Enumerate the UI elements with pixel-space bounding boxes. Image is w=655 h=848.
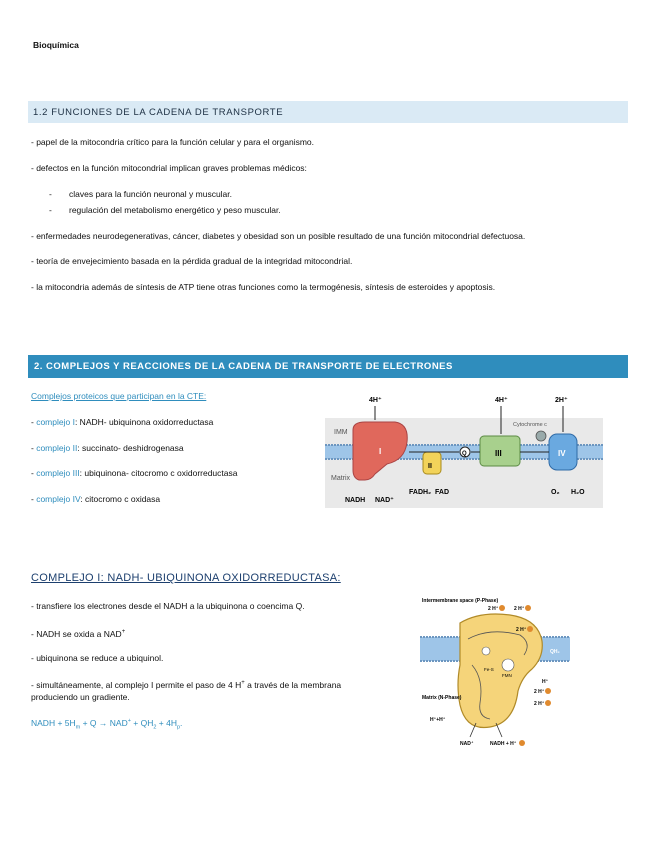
proton-side-1-label: 2 H⁺ xyxy=(516,627,527,633)
complex-name: complejo III xyxy=(36,468,80,478)
q-label: Q xyxy=(554,663,558,669)
complex-1-paragraph-3: - ubiquinona se reduce a ubiquinol. xyxy=(31,653,164,663)
fad-label: FAD xyxy=(435,489,449,496)
h2o-label: H₂O xyxy=(571,489,585,496)
nad-plus-label: NAD⁺ xyxy=(460,741,474,747)
complexes-subtitle: Complejos proteicos que participan en la CTE: xyxy=(31,391,207,401)
complex-item-4: - complejo IV: citocromo c oxidasa xyxy=(31,494,161,504)
matrix-label: Matrix (N-Phase) xyxy=(422,695,462,701)
complex-2-label: II xyxy=(428,463,432,470)
complex-name: complejo IV xyxy=(36,494,81,504)
complex-1-paragraph-2: - NADH se oxida a NAD+ xyxy=(31,628,126,639)
section-heading-2: 2. COMPLEJOS Y REACCIONES DE LA CADENA DE TRANSPORTE DE ELECTRONES xyxy=(34,361,453,372)
proton-icon xyxy=(519,740,525,746)
complex-item-1: - complejo I: NADH- ubiquinona oxidorreductasa xyxy=(31,417,214,427)
qh2-label: QH₂ xyxy=(550,649,560,655)
proton-icon xyxy=(545,700,551,706)
imm-label: IMM xyxy=(334,429,348,436)
nadh-h-label: NADH + H⁺ xyxy=(490,741,517,747)
cytochrome-c-shape xyxy=(536,431,546,441)
complex-2-shape xyxy=(423,452,441,474)
complex-desc: : succinato- deshidrogenasa xyxy=(77,443,184,453)
proton-label-4: 2H⁺ xyxy=(555,397,568,404)
proton-label-3: 4H⁺ xyxy=(495,397,508,404)
document-header: Bioquímica xyxy=(33,40,79,50)
proton-right-label: H⁺ xyxy=(542,679,549,685)
complex-1-paragraph-1: - transfiere los electrones desde el NADH a la ubiquinona o coencima Q. xyxy=(31,601,305,611)
complex-name: complejo I xyxy=(36,417,75,427)
proton-top-2-label: 2 H⁺ xyxy=(514,606,525,612)
complex-1-heading: COMPLEJO I: NADH- UBIQUINONA OXIDORREDUCTASA: xyxy=(31,572,341,584)
paragraph-1: - papel de la mitocondria crítico para la función celular y para el organismo. xyxy=(31,137,315,147)
complex-3-label: III xyxy=(495,449,502,458)
proton-right-2-label: 2 H⁺ xyxy=(534,689,545,695)
proton-icon xyxy=(545,688,551,694)
nadh-label: NADH xyxy=(345,497,366,504)
etc-diagram xyxy=(325,390,603,508)
complex-1-paragraph-4-line-2: produciendo un gradiente. xyxy=(31,692,130,702)
proton-icon xyxy=(527,626,533,632)
o2-label: O₂ xyxy=(551,489,560,496)
proton-label-1: 4H⁺ xyxy=(369,397,382,404)
ubiquinone-label: Q xyxy=(462,451,467,457)
paragraph-5: - la mitocondria además de síntesis de ATP tiene otras funciones como la termogénesis, síntesis de esteroides y apoptosis. xyxy=(31,282,496,292)
paragraph-3: - enfermedades neurodegenerativas, cáncer, diabetes y obesidad son un posible resultado de una función mitocondrial defectuosa. xyxy=(31,231,526,241)
complex-4-label: IV xyxy=(558,449,566,458)
proton-icon xyxy=(525,605,531,611)
matrix-label: Matrix xyxy=(331,475,351,482)
proton-right-3-label: 2 H⁺ xyxy=(534,701,545,707)
proton-top-1-label: 2 H⁺ xyxy=(488,606,499,612)
list-marker: - xyxy=(49,205,52,215)
fe-s-cluster xyxy=(482,647,490,655)
fadh2-label: FADH₂ xyxy=(409,489,432,496)
list-item-text: regulación del metabolismo energético y peso muscular. xyxy=(69,205,281,215)
h-plus-h-label: H⁺+H⁺ xyxy=(430,717,446,723)
complex-1-paragraph-4: - simultáneamente, al complejo I permite el paso de 4 H+ a través de la membrana xyxy=(31,679,342,690)
ims-label: Intermembrane space (P-Phase) xyxy=(422,598,499,604)
complex-item-2: - complejo II: succinato- deshidrogenasa xyxy=(31,443,184,453)
paragraph-2: - defectos en la función mitocondrial implican graves problemas médicos: xyxy=(31,163,307,173)
fes-label: Fe-S xyxy=(484,667,494,672)
cytochrome-c-label: Cytochrome c xyxy=(513,422,547,428)
complex-name: complejo II xyxy=(36,443,78,453)
complex-desc: : citocromo c oxidasa xyxy=(80,494,161,504)
complex-1-equation: NADH + $5H_m + Q \to NAD^+ + QH_2 + 4H_p$. xyxy=(31,718,183,731)
fmn-label: FMN xyxy=(502,673,512,678)
list-item-1 xyxy=(49,189,232,200)
list-marker: - xyxy=(49,189,52,199)
paragraph-4: - teoría de envejecimiento basada en la pérdida gradual de la integridad mitocondrial. xyxy=(31,256,353,266)
list-item-text: claves para la función neuronal y muscular. xyxy=(69,189,233,199)
complex-desc: : NADH- ubiquinona oxidorreductasa xyxy=(74,417,214,427)
section-heading-1: 1.2 FUNCIONES DE LA CADENA DE TRANSPORTE xyxy=(33,107,284,118)
complex-1-label: I xyxy=(379,447,382,456)
complex-item-3: - complejo III: ubiquinona- citocromo c oxidorreductasa xyxy=(31,468,238,478)
section-heading-band-2 xyxy=(28,355,628,378)
section-heading-band-1 xyxy=(28,101,628,123)
complex-desc: : ubiquinona- citocromo c oxidorreductasa xyxy=(79,468,238,478)
complex-1-diagram xyxy=(420,595,570,755)
proton-icon xyxy=(499,605,505,611)
nad-label: NAD⁺ xyxy=(375,497,394,504)
fmn-site xyxy=(502,659,514,671)
list-item-2 xyxy=(49,205,281,216)
